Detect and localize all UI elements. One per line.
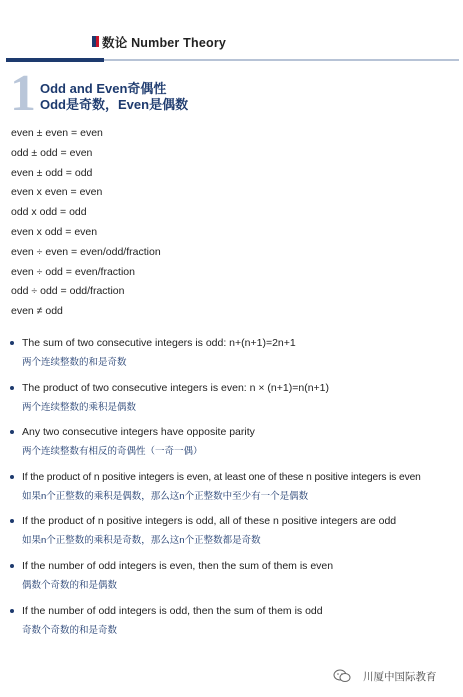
fact-english: If the number of odd integers is even, then the sum of them is even	[22, 559, 334, 572]
fact-chinese: 两个连续整数的乘积是偶数	[22, 401, 137, 413]
watermark	[333, 666, 458, 688]
list-item	[0, 514, 463, 559]
list-item	[0, 381, 463, 426]
list-item	[0, 470, 463, 515]
fact-english: If the number of odd integers is odd, then the sum of them is odd	[22, 604, 323, 617]
rule-line: even ± odd = odd	[11, 166, 93, 179]
fact-english: If the product of n positive integers is odd, all of these n positive integers are odd	[22, 515, 397, 528]
fact-chinese: 如果n个正整数的乘积是偶数，那么这n个正整数中至少有一个是偶数	[22, 490, 309, 502]
rule-line: even ≠ odd	[11, 305, 63, 318]
list-item	[0, 336, 463, 381]
rule-line: odd ± odd = even	[11, 146, 93, 159]
fact-english: Any two consecutive integers have opposite parity	[22, 426, 255, 439]
parity-rules-list	[11, 126, 451, 324]
bullet-icon	[10, 564, 14, 568]
header-title: 数论 Number Theory	[102, 36, 227, 50]
header-rule-dark	[6, 58, 104, 62]
bullet-icon	[10, 609, 14, 613]
list-item	[0, 425, 463, 470]
rule-line: even ± even = even	[11, 127, 103, 139]
section-subtitle: Odd是奇数，Even是偶数	[40, 97, 189, 112]
page-header	[0, 22, 463, 68]
header-marker-red	[96, 36, 99, 47]
parity-facts-list	[0, 336, 463, 648]
rule-line: odd x odd = odd	[11, 206, 87, 219]
fact-chinese: 两个连续整数有相反的奇偶性（一奇一偶）	[22, 446, 203, 458]
rule-line: even x odd = even	[11, 225, 98, 238]
fact-chinese: 偶数个奇数的和是偶数	[22, 579, 118, 591]
wechat-icon	[333, 669, 351, 683]
bullet-icon	[10, 386, 14, 390]
bullet-icon	[10, 475, 14, 479]
rule-line: even ÷ odd = even/fraction	[11, 265, 135, 278]
fact-chinese: 两个连续整数的和是奇数	[22, 357, 127, 368]
fact-english: If the product of n positive integers is even, at least one of these n positive integers is even	[22, 471, 421, 483]
rule-line: even ÷ even = even/odd/fraction	[11, 245, 161, 258]
rule-line: even x even = even	[11, 186, 103, 199]
fact-english: The sum of two consecutive integers is odd: n+(n+1)=2n+1	[22, 337, 296, 349]
rule-line: odd ÷ odd = odd/fraction	[11, 285, 125, 298]
fact-chinese: 如果n个正整数的乘积是奇数，那么这n个正整数都是奇数	[22, 535, 261, 547]
list-item	[0, 604, 463, 649]
bullet-icon	[10, 430, 14, 434]
fact-chinese: 奇数个奇数的和是奇数	[22, 624, 118, 636]
watermark-text: 川厦中国际教育	[363, 671, 437, 683]
bullet-icon	[10, 341, 14, 345]
fact-english: The product of two consecutive integers is even: n × (n+1)=n(n+1)	[22, 381, 330, 394]
header-rule-light	[104, 59, 459, 61]
list-item	[0, 559, 463, 604]
bullet-icon	[10, 519, 14, 523]
section-title: Odd and Even奇偶性	[40, 81, 167, 96]
section-number: 1	[10, 65, 36, 122]
